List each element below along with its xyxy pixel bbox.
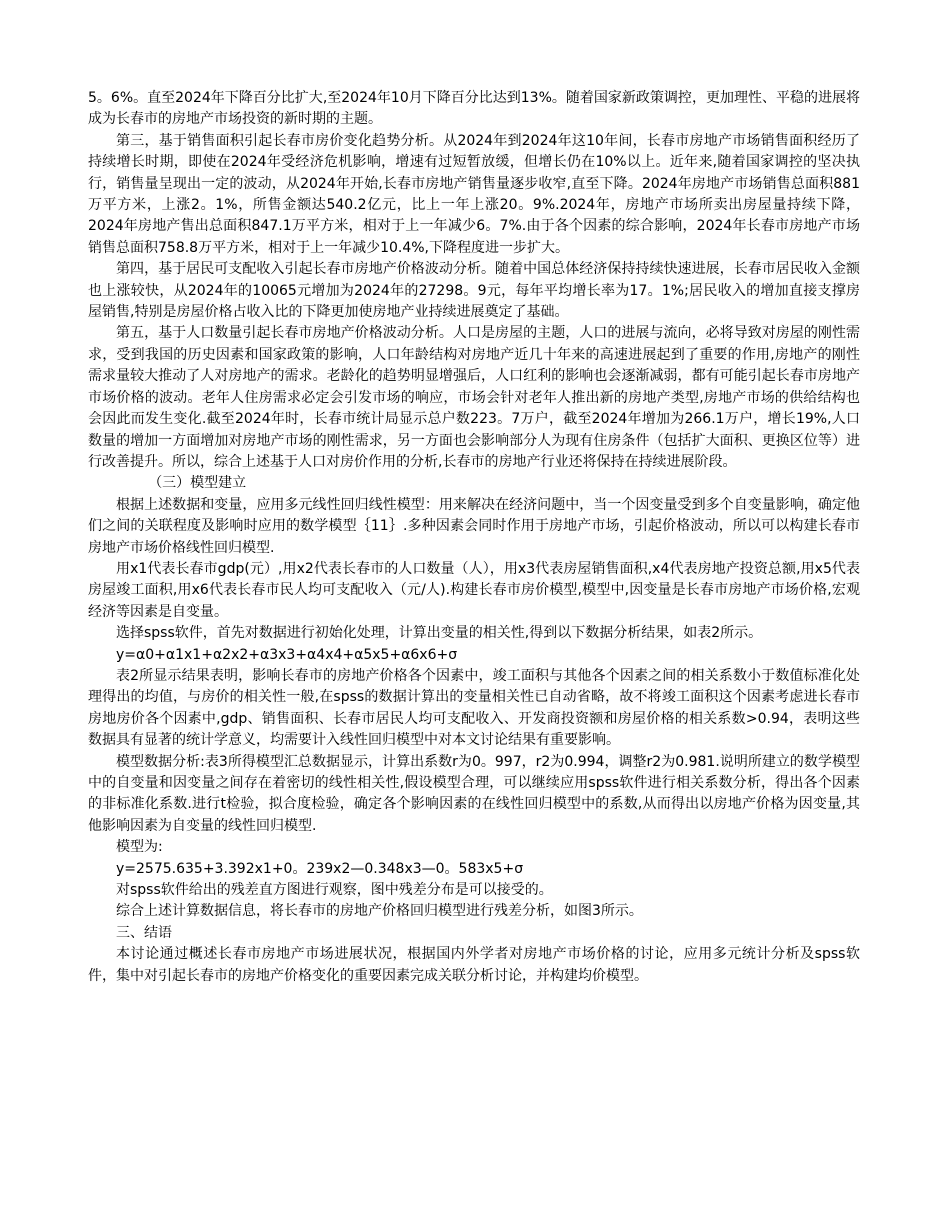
section-heading-model: （三）模型建立 bbox=[148, 475, 247, 492]
model-label: 模型为: bbox=[116, 839, 163, 856]
paragraph-residual-analysis: 综合上述计算数据信息，将长春市的房地产价格回归模型进行残差分析，如图3所示。 bbox=[116, 903, 643, 920]
paragraph-conclusion: 本讨论通过概述长春市房地产市场进展状况，根据国内外学者对房地产市场价格的讨论，应用多元统计分析及spss软件，集中对引起长春市的房地产价格变化的重要因素完成关联分析讨论，并构建均价模型。 bbox=[88, 946, 860, 984]
paragraph-population-analysis: 第五，基于人口数量引起长春市房地产价格波动分析。人口是房屋的主题，人口的进展与流向，必将导致对房屋的刚性需求，受到我国的历史因素和国家政策的影响，人口年龄结构对房地产近几十年来的高速进展起到了重要的作用,房地产的刚性需求量较大推动了人对房地产的需求。老龄化的趋势明显增强后，人口红利的影响也会逐渐减弱，都有可能引起长春市房地产市场价格的波动。老年人住房需求必定会引发市场的响应，市场会针对老年人推出新的房地产类型,房地产市场的供给结构也会因此而发生变化.截至2024年时，长春市统计局显示总户数223。7万户，截至2024年增加为266.1万户，增长19%,人口数量的增加一方面增加对房地产市场的刚性需求，另一方面也会影响部分人为现有住房条件（包括扩大面积、更换区位等）进行改善提升。所以，综合上述基于人口对房价作用的分析,长春市的房地产行业还将保持在持续进展阶段。 bbox=[88, 325, 860, 470]
paragraph-model-data-analysis: 模型数据分析:表3所得模型汇总数据显示，计算出系数r为0。997，r2为0.994，调整r2为0.981.说明所建立的数学模型中的自变量和因变量之间存在着密切的线性相关性,假设模型合理，可以继续应用spss软件进行相关系数分析，得出各个因素的非标准化系数.进行t检验，拟合度检验，确定各个影响因素的在线性回归模型中的系数,从而得出以房地产价格为因变量,其他影响因素为自变量的线性回归模型. bbox=[88, 753, 860, 834]
document-page bbox=[88, 88, 860, 987]
paragraph-variable-definitions: 用x1代表长春市gdp(元）,用x2代表长春市的人口数量（人），用x3代表房屋销售面积,x4代表房地产投资总额,用x5代表房屋竣工面积,用x6代表长春市民人均可支配收入（元/人).构建长春市房价模型,模型中,因变量是长春市房地产市场价格,宏观经济等因素是自变量。 bbox=[88, 560, 860, 620]
paragraph-income-analysis: 第四，基于居民可支配收入引起长春市房地产价格波动分析。随着中国总体经济保持持续快速进展，长春市居民收入金额也上涨较快，从2024年的10065元增加为2024年的27298。9元，每年平均增长率为17。1%;居民收入的增加直接支撑房屋销售,特别是房屋价格占收入比的下降更加使房地产业持续进展奠定了基础。 bbox=[88, 261, 860, 321]
section-heading-conclusion: 三、结语 bbox=[116, 924, 172, 941]
paragraph-spss-selection: 选择spss软件，首先对数据进行初始化处理，计算出变量的相关性,得到以下数据分析结果，如表2所示。 bbox=[116, 625, 763, 642]
paragraph-sales-area-analysis: 第三，基于销售面积引起长春市房价变化趋势分析。从2024年到2024年这10年间，长春市房地产市场销售面积经历了持续增长时期，即使在2024年受经济危机影响，增速有过短暂放缓，但增长仍在10%以上。近年来,随着国家调控的坚决执行，销售量呈现出一定的波动，从2024年开始,长春市房地产销售量逐步收窄,直至下降。2024年房地产市场销售总面积881万平方米，上涨2。1%，所售金额达540.2亿元，比上一年上涨20。9%.2024年，房地产市场所卖出房屋量持续下降，2024年房地产售出总面积847.1万平方米，相对于上一年减少6。7%.由于各个因素的综合影响，2024年长春市房地产市场销售总面积758.8万平方米，相对于上一年减少10.4%,下降程度进一步扩大。 bbox=[88, 132, 860, 256]
paragraph-price-decline: 5。6%。直至2024年下降百分比扩大,至2024年10月下降百分比达到13%。随着国家新政策调控，更加理性、平稳的进展将成为长春市的房地产市场投资的新时期的主题。 bbox=[88, 90, 860, 128]
formula-fitted-model: y=2575.635+3.392x1+0。239x2—0.348x3—0。583x5+σ bbox=[116, 860, 524, 877]
paragraph-model-intro: 根据上述数据和变量，应用多元线性回归线性模型：用来解决在经济问题中，当一个因变量受到多个自变量影响，确定他们之间的关联程度及影响时应用的数学模型｛11｝.多种因素会同时作用于房地产市场，引起价格波动，所以可以构建长春市房地产市场价格线性回归模型. bbox=[88, 496, 860, 556]
formula-general-model: y=α0+α1x1+α2x2+α3x3+α4x4+α5x5+α6x6+σ bbox=[116, 646, 458, 663]
paragraph-residual-histogram: 对spss软件给出的残差直方图进行观察，图中残差分布是可以接受的。 bbox=[116, 882, 553, 899]
paragraph-table2-results: 表2所显示结果表明，影响长春市的房地产价格各个因素中，竣工面积与其他各个因素之间的相关系数小于数值标准化处理得出的均值，与房价的相关性一般,在spss的数据计算出的变量相关性已自动省略，故不将竣工面积这个因素考虑进长春市房地房价各个因素中,gdp、销售面积、长春市居民人均可支配收入、开发商投资额和房屋价格的相关系数>0.94，表明这些数据具有显著的统计学意义，均需要计入线性回归模型中对本文讨论结果有重要影响。 bbox=[88, 667, 860, 749]
